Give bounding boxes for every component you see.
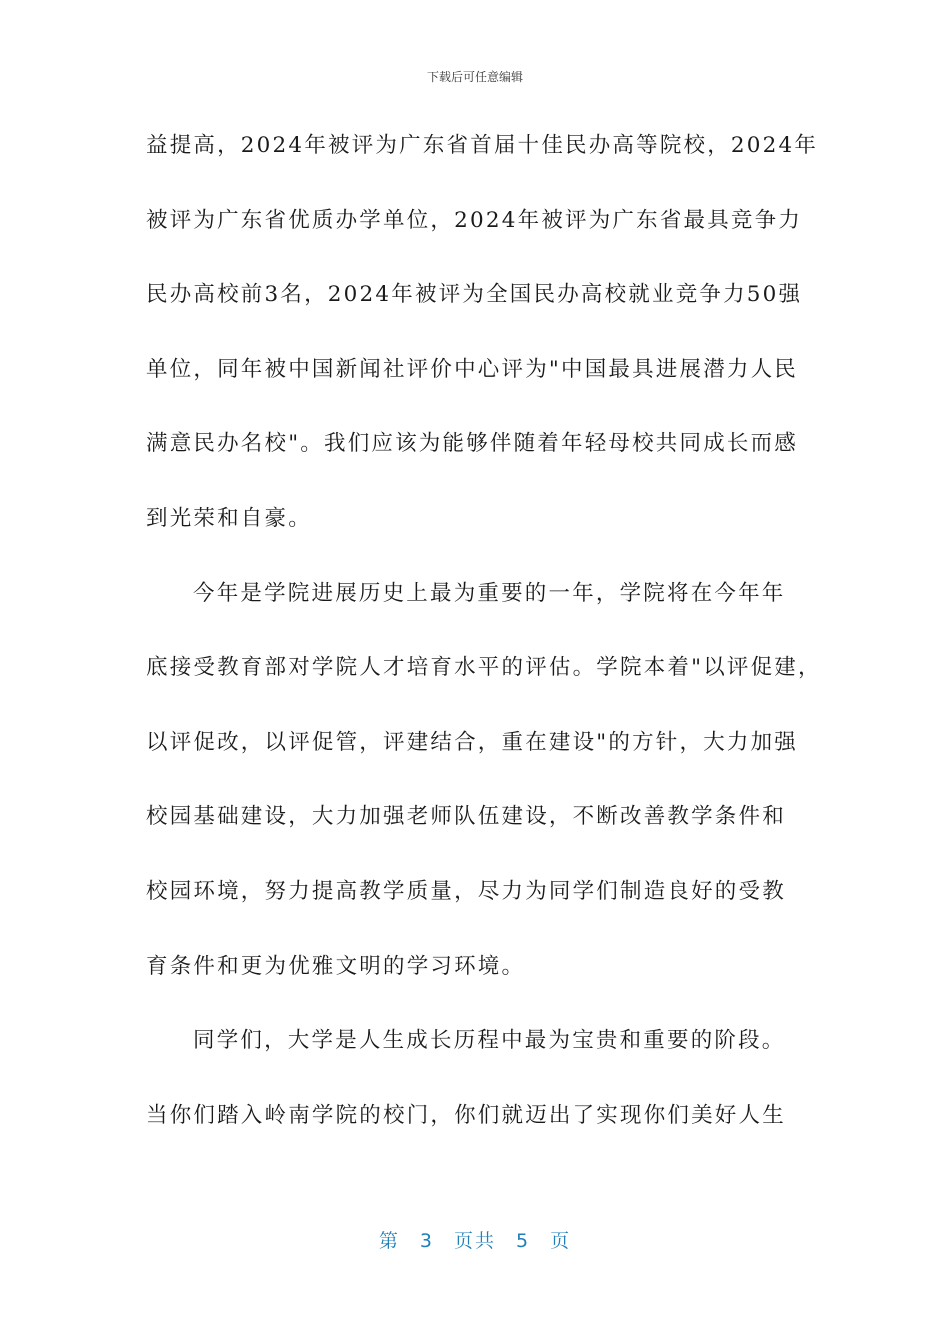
text-line: 育条件和更为优雅文明的学习环境。 bbox=[146, 953, 526, 979]
paragraph-start-line: 今年是学院进展历史上最为重要的一年，学院将在今年年 bbox=[193, 580, 786, 606]
text-line: 当你们踏入岭南学院的校门，你们就迈出了实现你们美好人生 bbox=[146, 1102, 786, 1128]
text-line: 民办高校前3名，2024年被评为全国民办高校就业竞争力50强 bbox=[146, 282, 803, 308]
text-line: 校园基础建设，大力加强老师队伍建设，不断改善教学条件和 bbox=[146, 804, 786, 830]
text-line: 被评为广东省优质办学单位，2024年被评为广东省最具竞争力 bbox=[146, 207, 803, 233]
header-note: 下载后可任意编辑 bbox=[426, 70, 523, 84]
text-line: 底接受教育部对学院人才培育水平的评估。学院本着"以评促建， bbox=[146, 655, 822, 681]
page-number: 第 3 页共 5 页 bbox=[378, 1230, 572, 1252]
text-line: 满意民办名校"。我们应该为能够伴随着年轻母校共同成长而感 bbox=[146, 431, 798, 457]
text-line: 校园环境，努力提高教学质量，尽力为同学们制造良好的受教 bbox=[146, 878, 786, 904]
text-line: 以评促改，以评促管，评建结合，重在建设"的方针，大力加强 bbox=[146, 729, 798, 755]
text-line: 单位，同年被中国新闻社评价中心评为"中国最具进展潜力人民 bbox=[146, 356, 798, 382]
paragraph-start-line: 同学们，大学是人生成长历程中最为宝贵和重要的阶段。 bbox=[193, 1028, 786, 1054]
document-body bbox=[146, 128, 822, 1172]
text-line: 到光荣和自豪。 bbox=[146, 505, 312, 531]
text-line: 益提高，2024年被评为广东省首届十佳民办高等院校，2024年 bbox=[146, 133, 819, 158]
